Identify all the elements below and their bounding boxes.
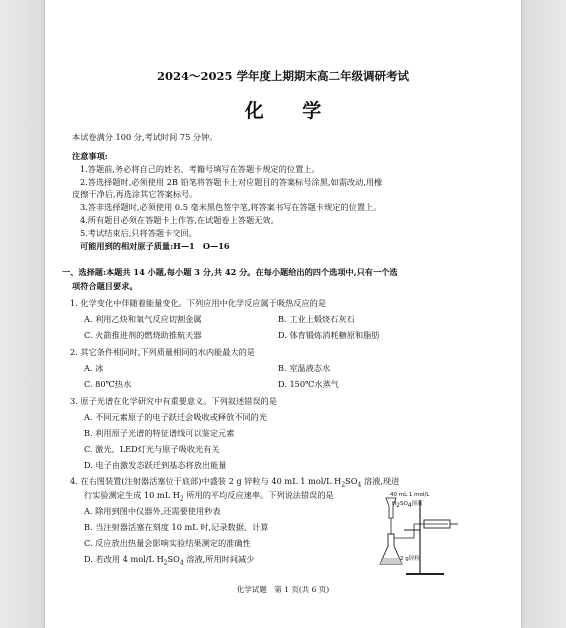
exam-title: 2024～2025 学年度上期期末高二年级调研考试 — [156, 69, 409, 83]
q1-option-d: D. 体育锻炼消耗糖原和脂肪 — [278, 330, 380, 340]
question-3-stem: 3. 原子光谱在化学研究中有重要意义。下列叙述错误的是 — [70, 396, 277, 406]
note-4: 4.所有题目必须在答题卡上作答,在试题卷上答题无效。 — [80, 215, 279, 225]
figure-label-acid: 40 mL 1 mol/L — [390, 492, 430, 498]
viewer-margin-left — [0, 0, 45, 628]
question-2-stem: 2. 其它条件相同时,下列质量相同的水内能最大的是 — [70, 347, 255, 357]
q2-option-d: D. 150℃水蒸气 — [278, 379, 339, 389]
q3-option-a: A. 不同元素原子的电子跃迁会吸收或释放不同的光 — [84, 412, 268, 422]
note-2: 2.答选择题时,必须使用 2B 铅笔将答题卡上对应题目的答案标号涂黑,如需改动,用橡 — [80, 177, 383, 187]
subject-title: 化 学 — [244, 100, 338, 122]
q2-option-c: C. 80℃热水 — [84, 379, 132, 389]
q1-option-b: B. 工业上煅烧石灰石 — [278, 314, 355, 324]
viewer-margin-right — [521, 0, 566, 628]
notice-title: 注意事项: — [72, 151, 108, 161]
question-4-stem-cont: 行实验测定生成 10 mL $H_2$ 所用的平均反应速率。下列说法错误的是 — [84, 490, 334, 503]
q4-option-a: A. 除用到图中仪器外,还需要使用秒表 — [84, 506, 221, 516]
note-2-cont: 皮擦干净后,再选涂其它答案标号。 — [72, 189, 198, 199]
page-footer: 化学试题 第 1 页(共 6 页) — [236, 585, 330, 594]
q4-option-c: C. 反应放出热量会影响实验结果测定的准确性 — [84, 538, 251, 548]
score-line: 本试卷满分 100 分,考试时间 75 分钟。 — [72, 132, 218, 142]
figure-label-zinc: 2 g锌粒 — [400, 556, 420, 562]
figure-label-acid-2: $H_2SO_4$溶液 — [392, 501, 423, 510]
section-heading: 一、选择题:本题共 14 小题,每小题 3 分,共 42 分。在每小题给出的四个选项中,只有一个选 — [62, 267, 398, 277]
q1-option-a: A. 利用乙炔和氧气反应切割金属 — [84, 314, 202, 324]
note-1: 1.答题前,务必将自己的姓名、考籍号填写在答题卡规定的位置上。 — [80, 164, 320, 174]
atomic-mass-line: 可能用到的相对原子质量:H—1 O—16 — [80, 241, 230, 251]
q3-option-c: C. 激光、LED灯光与原子吸收光有关 — [84, 444, 220, 454]
q2-option-b: B. 室温液态水 — [278, 363, 331, 373]
q3-option-d: D. 电子由激发态跃迁到基态将放出能量 — [84, 460, 227, 470]
q2-option-a: A. 冰 — [84, 363, 104, 373]
note-3: 3.答非选择题时,必须使用 0.5 毫米黑色签字笔,将答案书写在答题卡规定的位置上。 — [80, 202, 382, 212]
note-5: 5.考试结束后,只将答题卡交回。 — [80, 228, 197, 238]
question-4-stem: 4. 在右图装置(注射器活塞位于底部)中盛装 2 g 锌粒与 40 mL 1 mol/L $H_2SO_4$ 溶液,现进 — [70, 476, 400, 489]
q4-option-d: D. 若改用 4 mol/L $H_2SO_4$ 溶液,所用时间减少 — [84, 554, 255, 567]
q1-option-c: C. 火箭推进剂的燃烧助推航天器 — [84, 330, 202, 340]
section-heading-cont: 项符合题目要求。 — [72, 281, 138, 291]
q3-option-b: B. 利用原子光谱的特征谱线可以鉴定元素 — [84, 428, 235, 438]
apparatus-figure — [362, 490, 462, 580]
question-1-stem: 1. 化学变化中伴随着能量变化。下列应用中化学反应属于吸热反应的是 — [70, 298, 327, 308]
q4-option-b: B. 当注射器活塞在刻度 10 mL 时,记录数据、计算 — [84, 522, 269, 532]
